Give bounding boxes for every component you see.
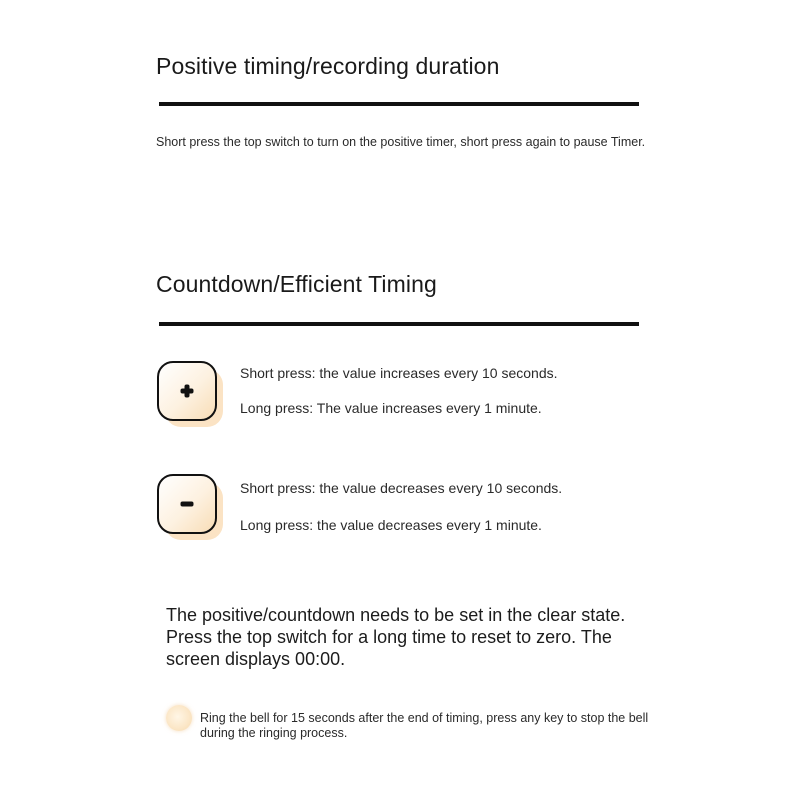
plus-short-press-text: Short press: the value increases every 10 seconds. xyxy=(240,365,558,381)
plus-icon xyxy=(179,383,195,399)
section-divider xyxy=(159,322,639,326)
plus-button-illustration xyxy=(157,361,223,427)
bell-dot-icon xyxy=(166,705,192,731)
section-title-positive-timing: Positive timing/recording duration xyxy=(156,53,500,79)
minus-short-press-text: Short press: the value decreases every 10 seconds. xyxy=(240,480,563,496)
reset-note: The positive/countdown needs to be set in the clear state. Press the top switch for a long time to reset to zero. The screen displays 00:00. xyxy=(166,605,626,669)
minus-button-illustration xyxy=(157,474,223,540)
positive-timing-description: Short press the top switch to turn on the positive timer, short press again to pause Timer. xyxy=(156,135,646,149)
bell-description: Ring the bell for 15 seconds after the end of timing, press any key to stop the bell during the ringing process. xyxy=(200,711,649,740)
plus-button-face xyxy=(157,361,217,421)
plus-long-press-text: Long press: The value increases every 1 minute. xyxy=(240,400,542,416)
section-title-countdown: Countdown/Efficient Timing xyxy=(156,271,437,297)
minus-icon xyxy=(179,496,195,512)
minus-long-press-text: Long press: the value decreases every 1 minute. xyxy=(240,517,542,533)
section-divider xyxy=(159,102,639,106)
minus-button-face xyxy=(157,474,217,534)
